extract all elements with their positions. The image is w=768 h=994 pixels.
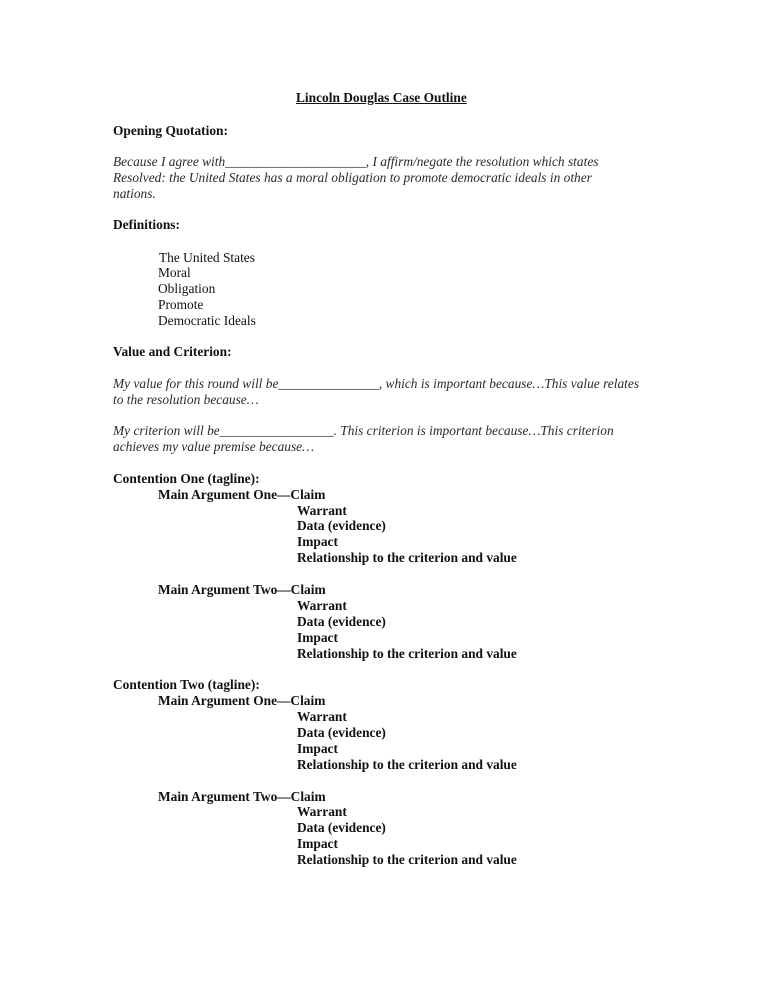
contention-heading: Contention One (tagline): <box>113 471 260 486</box>
opening-line: Because I agree with_____________________, I affirm/negate the resolution which states <box>113 154 599 169</box>
argument-label: Main Argument Two—Claim <box>158 582 326 597</box>
argument-item: Impact <box>297 630 338 645</box>
definition-term: Democratic Ideals <box>158 313 256 328</box>
opening-heading: Opening Quotation: <box>113 123 228 138</box>
argument-label: Main Argument One—Claim <box>158 487 326 502</box>
argument-item: Warrant <box>297 598 347 613</box>
criterion-line: achieves my value premise because… <box>113 439 315 454</box>
argument-item: Impact <box>297 836 338 851</box>
definitions-heading: Definitions: <box>113 217 180 232</box>
argument-item: Data (evidence) <box>297 725 386 740</box>
value-line: My value for this round will be_______________, which is important because…This value relates <box>113 376 640 391</box>
criterion-line: My criterion will be_________________. This criterion is important because…This criterion <box>113 423 614 438</box>
argument-item: Data (evidence) <box>297 820 386 835</box>
argument-item: Relationship to the criterion and value <box>297 852 517 867</box>
definition-term: Promote <box>158 297 204 312</box>
contention-heading: Contention Two (tagline): <box>113 677 260 692</box>
argument-item: Data (evidence) <box>297 614 386 629</box>
document-title: Lincoln Douglas Case Outline <box>296 90 467 105</box>
argument-item: Warrant <box>297 503 347 518</box>
value-criterion-heading: Value and Criterion: <box>113 344 232 359</box>
argument-item: Data (evidence) <box>297 518 386 533</box>
opening-line: nations. <box>113 186 156 201</box>
argument-item: Warrant <box>297 709 347 724</box>
value-line: to the resolution because… <box>113 392 259 407</box>
definition-term: Moral <box>158 265 191 280</box>
argument-item: Relationship to the criterion and value <box>297 757 517 772</box>
argument-item: Impact <box>297 534 338 549</box>
opening-line: Resolved: the United States has a moral obligation to promote democratic ideals in other <box>113 170 592 185</box>
argument-item: Relationship to the criterion and value <box>297 550 517 565</box>
argument-item: Warrant <box>297 804 347 819</box>
argument-item: Impact <box>297 741 338 756</box>
argument-label: Main Argument One—Claim <box>158 693 326 708</box>
definition-term: Obligation <box>158 281 216 296</box>
definition-term: The United States <box>159 250 255 265</box>
argument-label: Main Argument Two—Claim <box>158 789 326 804</box>
argument-item: Relationship to the criterion and value <box>297 646 517 661</box>
